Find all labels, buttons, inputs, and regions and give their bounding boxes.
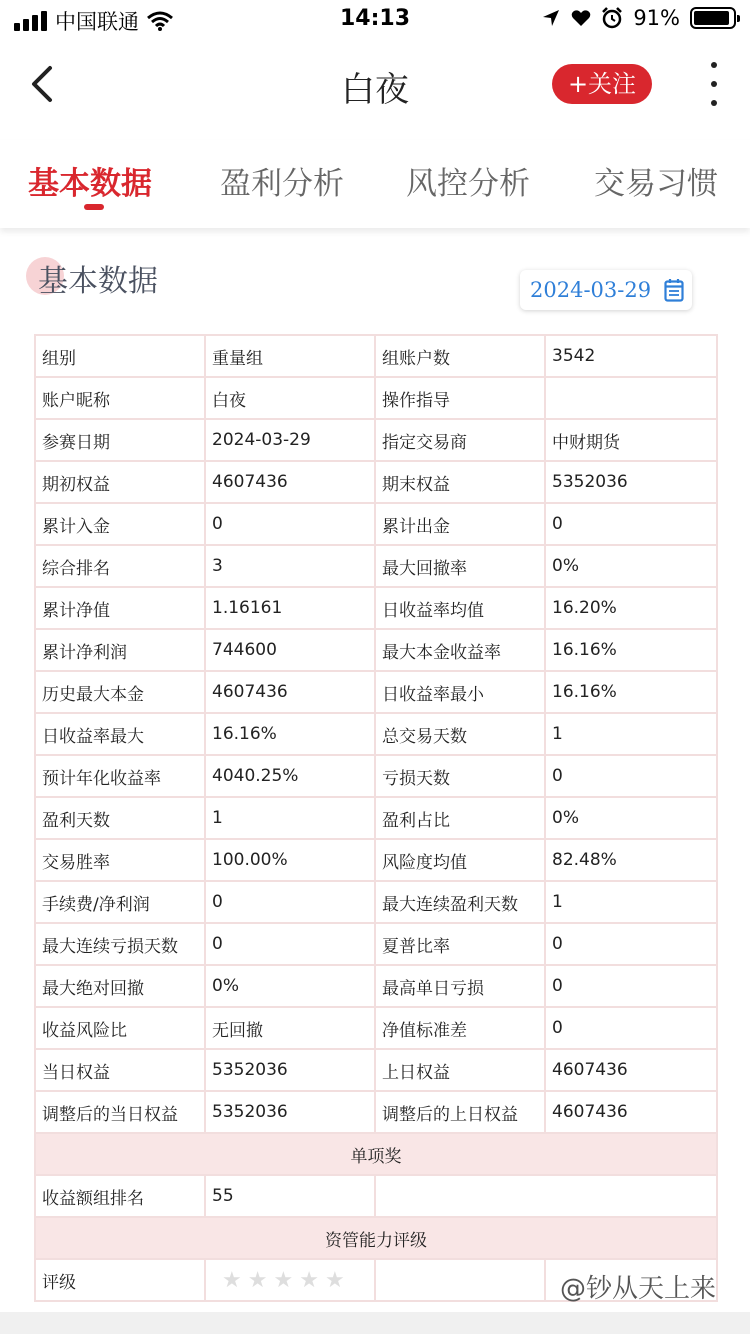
cell-label: 组别	[35, 335, 205, 377]
battery-percent: 91%	[633, 6, 680, 30]
battery-icon	[690, 7, 736, 29]
cell-value: 4607436	[545, 1091, 717, 1133]
cell-value: 中财期货	[545, 419, 717, 461]
cell-value: 0%	[205, 965, 375, 1007]
cell-label: 上日权益	[375, 1049, 545, 1091]
cell-label: 预计年化收益率	[35, 755, 205, 797]
page-title: 白夜	[341, 70, 409, 110]
more-options-icon[interactable]	[702, 60, 726, 108]
table-row	[35, 503, 717, 545]
table-row	[35, 1175, 717, 1217]
empty-cell	[375, 1175, 717, 1217]
cell-value: 白夜	[205, 377, 375, 419]
table-row	[35, 461, 717, 503]
table-row	[35, 923, 717, 965]
cell-value: 0%	[545, 545, 717, 587]
cell-value: 0	[205, 503, 375, 545]
table-row	[35, 671, 717, 713]
back-arrow-icon[interactable]	[26, 62, 66, 106]
follow-button[interactable]: +关注	[552, 64, 652, 104]
cell-value: 0	[205, 923, 375, 965]
cell-value: 2024-03-29	[205, 419, 375, 461]
cell-value: 16.16%	[545, 671, 717, 713]
status-left	[14, 6, 173, 36]
cell-label: 指定交易商	[375, 419, 545, 461]
table-row	[35, 377, 717, 419]
cell-label: 账户昵称	[35, 377, 205, 419]
date-value: 2024-03-29	[530, 278, 652, 302]
cell-value: 4040.25%	[205, 755, 375, 797]
status-right	[541, 6, 736, 30]
cell-label: 累计出金	[375, 503, 545, 545]
cell-label: 盈利占比	[375, 797, 545, 839]
cell-value: 0	[545, 923, 717, 965]
cell-value: 0	[545, 965, 717, 1007]
cell-label: 夏普比率	[375, 923, 545, 965]
table-row	[35, 839, 717, 881]
cell-label: 风险度均值	[375, 839, 545, 881]
cell-label: 累计净值	[35, 587, 205, 629]
cell-label: 综合排名	[35, 545, 205, 587]
cell-label: 最大回撤率	[375, 545, 545, 587]
cell-label: 最大连续亏损天数	[35, 923, 205, 965]
table-row	[35, 545, 717, 587]
basic-data-table	[34, 334, 718, 1302]
cell-value: 0%	[545, 797, 717, 839]
cell-value: 3	[205, 545, 375, 587]
active-tab-indicator	[84, 204, 104, 210]
cell-label: 最大连续盈利天数	[375, 881, 545, 923]
cell-value: 16.16%	[545, 629, 717, 671]
star-icon: ★	[247, 1267, 268, 1293]
heart-icon	[571, 9, 591, 27]
carrier-name: 中国联通	[55, 10, 139, 34]
table-row	[35, 1049, 717, 1091]
cell-value: 82.48%	[545, 839, 717, 881]
section-title: 基本数据	[38, 264, 158, 299]
table-row	[35, 1133, 717, 1175]
cell-value: 0	[545, 1007, 717, 1049]
table-row	[35, 587, 717, 629]
table-row	[35, 713, 717, 755]
cell-label: 日收益率最大	[35, 713, 205, 755]
cell-value: 5352036	[545, 461, 717, 503]
table-row	[35, 965, 717, 1007]
cell-value: 4607436	[205, 671, 375, 713]
cell-label: 当日权益	[35, 1049, 205, 1091]
cell-label: 期初权益	[35, 461, 205, 503]
rating-section-header: 资管能力评级	[35, 1217, 717, 1259]
table-row	[35, 881, 717, 923]
cell-label: 日收益率均值	[375, 587, 545, 629]
cell-label: 手续费/净利润	[35, 881, 205, 923]
award-section-header: 单项奖	[35, 1133, 717, 1175]
wifi-icon	[147, 11, 173, 31]
bottom-bar	[0, 1312, 750, 1334]
award-label: 收益额组排名	[35, 1175, 205, 1217]
award-value: 55	[205, 1175, 375, 1217]
cell-value: 重量组	[205, 335, 375, 377]
cell-value: 1	[545, 713, 717, 755]
rating-stars	[205, 1259, 375, 1301]
cell-value: 0	[205, 881, 375, 923]
cell-label: 期末权益	[375, 461, 545, 503]
cellular-signal-icon	[14, 11, 47, 31]
cell-value: 1	[545, 881, 717, 923]
table-row	[35, 797, 717, 839]
cell-value: 1.16161	[205, 587, 375, 629]
tab-bar	[0, 140, 750, 228]
cell-value: 16.20%	[545, 587, 717, 629]
cell-label: 最大绝对回撤	[35, 965, 205, 1007]
cell-value: 无回撤	[205, 1007, 375, 1049]
cell-label: 累计净利润	[35, 629, 205, 671]
location-arrow-icon	[541, 8, 561, 28]
status-bar	[0, 0, 750, 40]
table-row	[35, 1217, 717, 1259]
cell-label: 日收益率最小	[375, 671, 545, 713]
cell-value: 5352036	[205, 1049, 375, 1091]
tab-trading-habits[interactable]: 交易习惯	[594, 166, 718, 202]
cell-value: 3542	[545, 335, 717, 377]
alarm-clock-icon	[601, 7, 623, 29]
cell-label: 亏损天数	[375, 755, 545, 797]
cell-label: 盈利天数	[35, 797, 205, 839]
cell-label: 收益风险比	[35, 1007, 205, 1049]
table-body	[35, 335, 717, 1133]
empty-cell	[375, 1259, 545, 1301]
cell-value: 5352036	[205, 1091, 375, 1133]
table-row	[35, 1091, 717, 1133]
table-row	[35, 419, 717, 461]
star-icon: ★	[222, 1267, 242, 1293]
cell-value: 4607436	[205, 461, 375, 503]
cell-value: 1	[205, 797, 375, 839]
table-row	[35, 1007, 717, 1049]
cell-label: 最大本金收益率	[375, 629, 545, 671]
watermark: @钞从天上来	[560, 1274, 717, 1304]
tab-risk-analysis[interactable]: 风控分析	[406, 166, 530, 202]
calendar-icon	[664, 278, 684, 302]
status-time: 14:13	[339, 6, 411, 31]
cell-label: 操作指导	[375, 377, 545, 419]
cell-label: 总交易天数	[375, 713, 545, 755]
star-icon: ★	[273, 1267, 294, 1293]
cell-label: 参赛日期	[35, 419, 205, 461]
cell-label: 组账户数	[375, 335, 545, 377]
cell-label: 调整后的当日权益	[35, 1091, 205, 1133]
cell-label: 最高单日亏损	[375, 965, 545, 1007]
cell-value: 16.16%	[205, 713, 375, 755]
rating-label: 评级	[35, 1259, 205, 1301]
cell-value: 0	[545, 755, 717, 797]
table-row	[35, 629, 717, 671]
cell-label: 累计入金	[35, 503, 205, 545]
cell-value: 0	[545, 503, 717, 545]
cell-value: 100.00%	[205, 839, 375, 881]
table-row	[35, 755, 717, 797]
navigation-bar	[0, 44, 750, 124]
tab-profit-analysis[interactable]: 盈利分析	[220, 166, 344, 202]
cell-label: 净值标准差	[375, 1007, 545, 1049]
tab-basic-data[interactable]: 基本数据	[28, 166, 152, 202]
table-row	[35, 335, 717, 377]
cell-label: 交易胜率	[35, 839, 205, 881]
star-icon: ★	[324, 1267, 345, 1293]
cell-value: 744600	[205, 629, 375, 671]
cell-label: 历史最大本金	[35, 671, 205, 713]
cell-label: 调整后的上日权益	[375, 1091, 545, 1133]
cell-value: 4607436	[545, 1049, 717, 1091]
date-picker[interactable]	[520, 270, 692, 310]
star-icon: ★	[299, 1267, 319, 1293]
cell-value	[545, 377, 717, 419]
